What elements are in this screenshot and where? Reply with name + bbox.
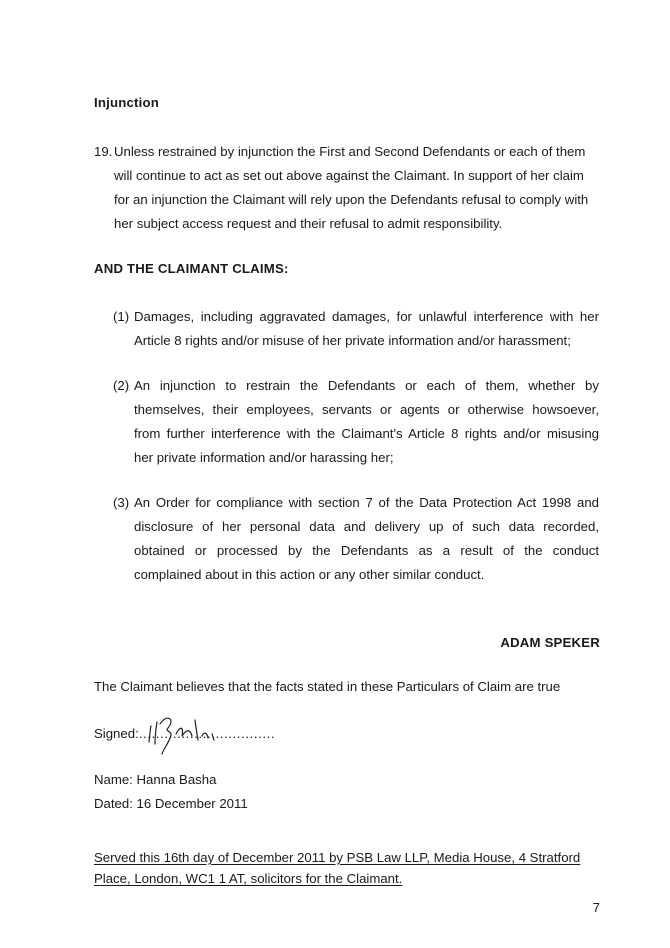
page-number: 7	[592, 900, 600, 915]
served-line-2: Place, London, WC1 1 AT, solicitors for the Claimant.	[94, 871, 403, 886]
claim-marker: (1)	[113, 309, 130, 324]
handwritten-signature	[140, 712, 230, 756]
claim-3-line-1: An Order for compliance with section 7 of the Data Protection Act 1998 and	[134, 495, 599, 510]
signed-label: Signed:	[94, 726, 139, 741]
paragraph-19-line-1: Unless restrained by injunction the First and Second Defendants or each of them	[114, 144, 586, 159]
section-heading-injunction: Injunction	[94, 95, 159, 110]
counsel-name: ADAM SPEKER	[500, 635, 600, 650]
signature-dots: ................................	[138, 726, 276, 741]
paragraph-19-line-2: will continue to act as set out above against the Claimant. In support of her claim	[114, 168, 584, 183]
claim-3-line-2: disclosure of her personal data and delivery up of such data recorded,	[134, 519, 599, 534]
served-line-1: Served this 16th day of December 2011 by PSB Law LLP, Media House, 4 Stratford	[94, 850, 581, 865]
claim-marker: (3)	[113, 495, 130, 510]
signature-date: Dated: 16 December 2011	[94, 796, 248, 811]
claim-1-line-2: Article 8 rights and/or misuse of her private information and/or harassment;	[134, 333, 571, 348]
claim-2-line-1: An injunction to restrain the Defendants or each of them, whether by	[134, 378, 599, 393]
claim-2-line-2: themselves, their employees, servants or agents or otherwise howsoever,	[134, 402, 599, 417]
claim-1-line-1: Damages, including aggravated damages, for unlawful interference with her	[134, 309, 599, 324]
claims-heading: AND THE CLAIMANT CLAIMS:	[94, 261, 289, 276]
claim-2-line-4: her private information and/or harassing her;	[134, 450, 394, 465]
claim-3-line-3: obtained or processed by the Defendants as a result of the conduct	[134, 543, 599, 558]
statement-of-truth: The Claimant believes that the facts stated in these Particulars of Claim are true	[94, 679, 561, 694]
signatory-name: Name: Hanna Basha	[94, 772, 217, 787]
paragraph-number: 19.	[94, 144, 113, 159]
claim-3-line-4: complained about in this action or any other similar conduct.	[134, 567, 485, 582]
claim-2-line-3: from further interference with the Claimant's Article 8 rights and/or misusing	[134, 426, 599, 441]
paragraph-19-line-3: for an injunction the Claimant will rely upon the Defendants refusal to comply with	[114, 192, 589, 207]
paragraph-19-line-4: her subject access request and their refusal to admit responsibility.	[114, 216, 503, 231]
claim-marker: (2)	[113, 378, 130, 393]
